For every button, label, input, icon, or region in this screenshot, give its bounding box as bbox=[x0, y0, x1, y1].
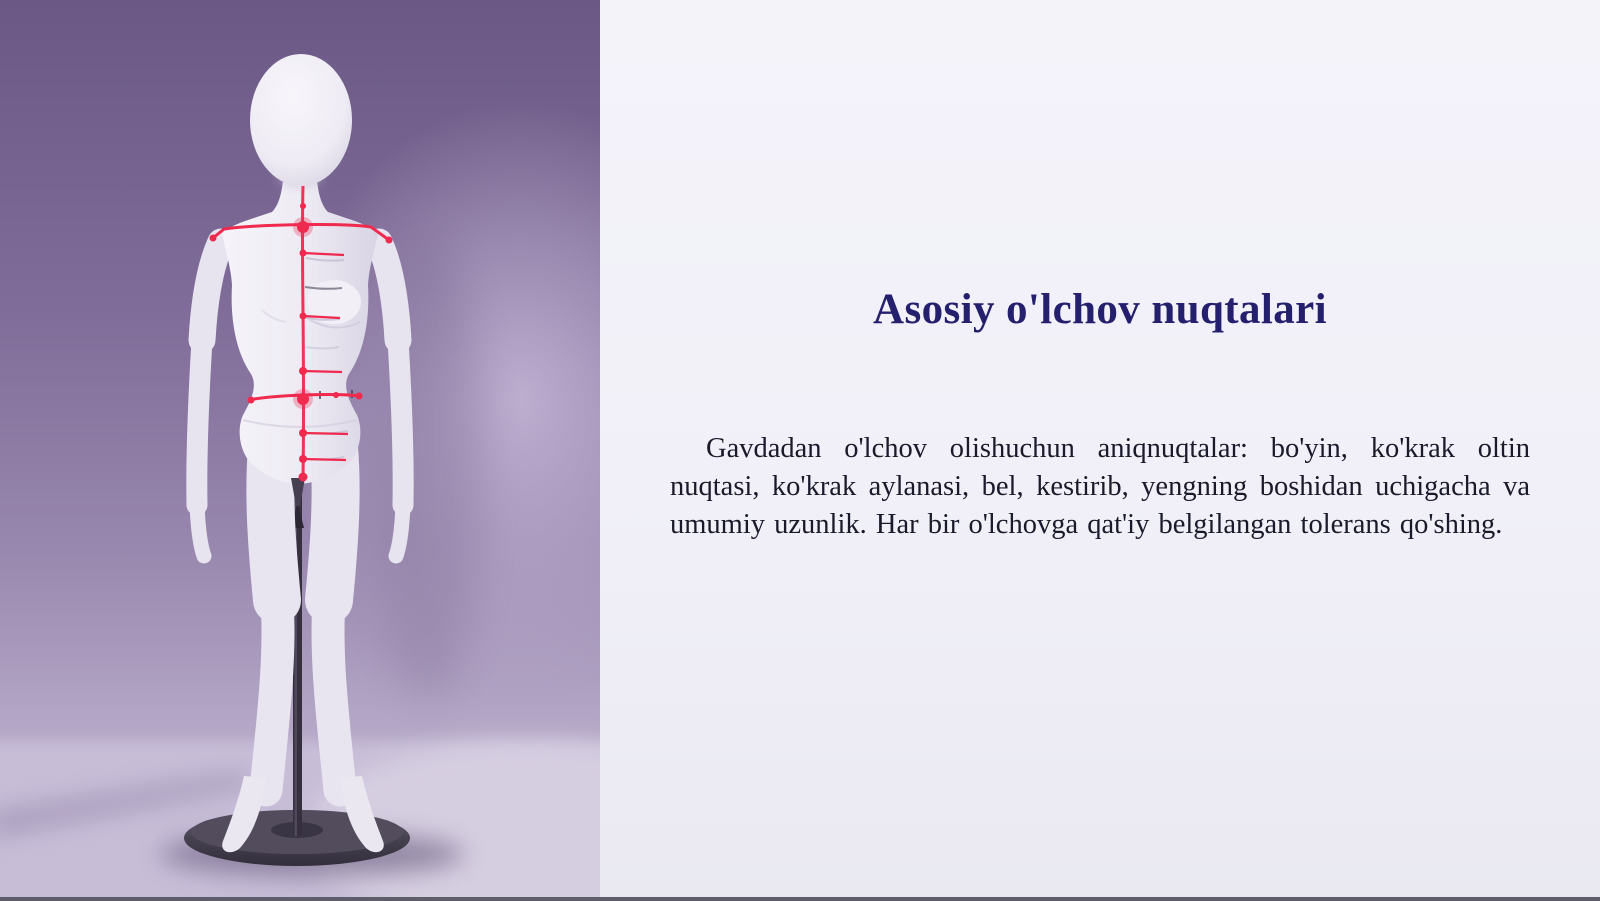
slide-title: Asosiy o'lchov nuqtalari bbox=[872, 286, 1327, 333]
mannequin-head bbox=[250, 54, 352, 186]
slide-body-paragraph: Gavdadan o'lchov olishuchun aniqnuqtalar: bo'yin, ko'krak oltin nuqtasi, ko'krak aylanasi, bel, kestirib, yengning boshidan uchigacha va umumiy uzunlik. Har bir o'lchovga qat'iy belgilangan tolerans qo'shing. bbox=[670, 433, 1530, 540]
mannequin-photo bbox=[0, 0, 600, 901]
mannequin-illustration bbox=[0, 0, 600, 901]
bottom-edge-line bbox=[0, 897, 1600, 901]
text-panel bbox=[600, 0, 1600, 901]
